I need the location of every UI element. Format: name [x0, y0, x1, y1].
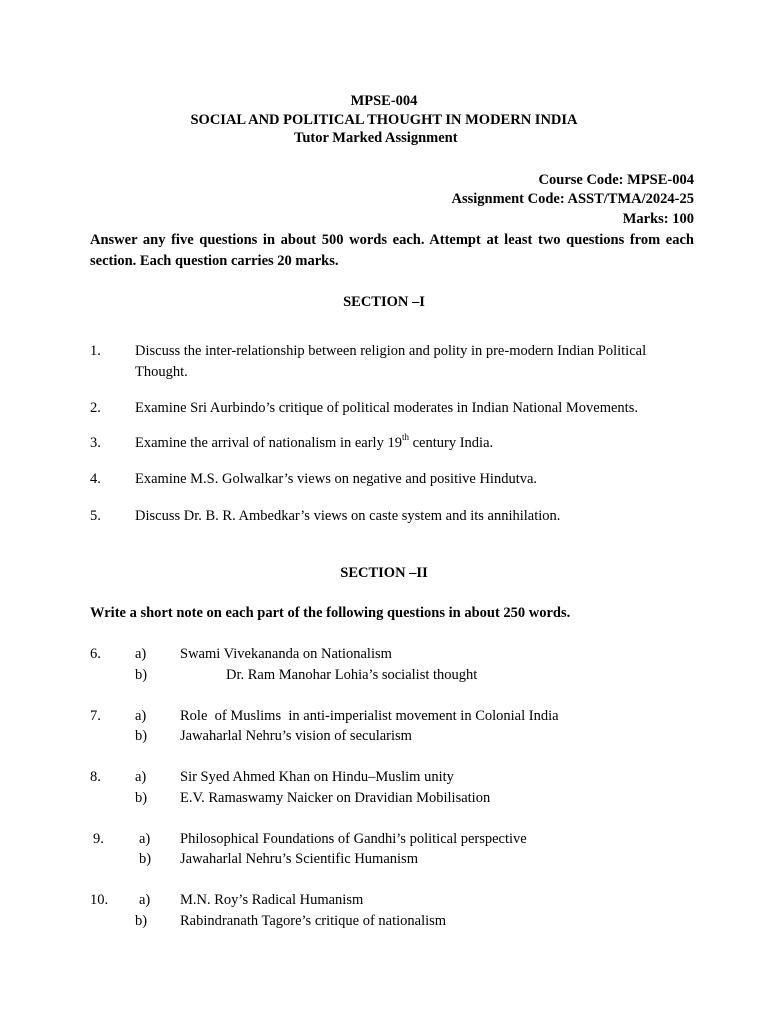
section-2-instruction: Write a short note on each part of the following questions in about 250 words.	[90, 605, 571, 621]
course-code: Course Code: MPSE-004	[538, 172, 694, 188]
section-2-heading: SECTION –II	[340, 565, 428, 581]
question-text: Examine M.S. Golwalkar’s views on negative and positive Hindutva.	[135, 471, 538, 487]
question-text: Examine Sri Aurbindo’s critique of political moderates in Indian National Movements.	[135, 400, 638, 416]
part-text: E.V. Ramaswamy Naicker on Dravidian Mobilisation	[180, 790, 491, 806]
part-label: a)	[135, 769, 147, 785]
part-label: b)	[135, 728, 148, 744]
question-number: 9.	[93, 831, 104, 847]
question-text: Examine the arrival of nationalism in early 19th century India.	[135, 432, 494, 451]
question-number: 3.	[90, 435, 101, 451]
part-label: a)	[139, 892, 151, 908]
document-subtitle: Tutor Marked Assignment	[294, 130, 458, 146]
assignment-code: Assignment Code: ASST/TMA/2024-25	[451, 191, 694, 207]
part-text: Swami Vivekananda on Nationalism	[180, 646, 392, 662]
document-title: SOCIAL AND POLITICAL THOUGHT IN MODERN INDIA	[190, 112, 578, 128]
part-label: a)	[135, 646, 147, 662]
part-label: b)	[135, 667, 148, 683]
question-number: 5.	[90, 508, 101, 524]
instructions: Answer any five questions in about 500 words each. Attempt at least two questions from each section. Each question carries 20 marks.	[90, 232, 694, 269]
question-number: 8.	[90, 769, 101, 785]
part-text: Jawaharlal Nehru’s vision of secularism	[180, 728, 412, 744]
marks: Marks: 100	[622, 211, 694, 227]
part-text: Philosophical Foundations of Gandhi’s political perspective	[180, 831, 527, 847]
question-number: 10.	[90, 892, 109, 908]
part-text: Role of Muslims in anti-imperialist movement in Colonial India	[180, 708, 559, 724]
superscript: th	[401, 432, 409, 443]
question-number: 1.	[90, 343, 101, 359]
part-text: M.N. Roy’s Radical Humanism	[180, 892, 364, 908]
part-label: b)	[139, 851, 152, 867]
section-1-heading: SECTION –I	[343, 294, 425, 310]
part-text: Dr. Ram Manohar Lohia’s socialist thought	[226, 667, 478, 683]
part-label: a)	[139, 831, 151, 847]
question-text: Discuss the inter-relationship between religion and polity in pre-modern Indian Political Thought.	[135, 343, 647, 380]
part-text: Sir Syed Ahmed Khan on Hindu–Muslim unity	[180, 769, 454, 785]
question-number: 6.	[90, 646, 101, 662]
part-label: b)	[135, 790, 148, 806]
question-text: Discuss Dr. B. R. Ambedkar’s views on caste system and its annihilation.	[135, 508, 561, 524]
part-text: Jawaharlal Nehru’s Scientific Humanism	[180, 851, 418, 867]
part-label: b)	[135, 913, 148, 929]
part-label: a)	[135, 708, 147, 724]
part-text: Rabindranath Tagore’s critique of nationalism	[180, 913, 447, 929]
course-code-heading: MPSE-004	[350, 93, 418, 109]
question-number: 7.	[90, 708, 101, 724]
question-number: 4.	[90, 471, 101, 487]
question-number: 2.	[90, 400, 101, 416]
